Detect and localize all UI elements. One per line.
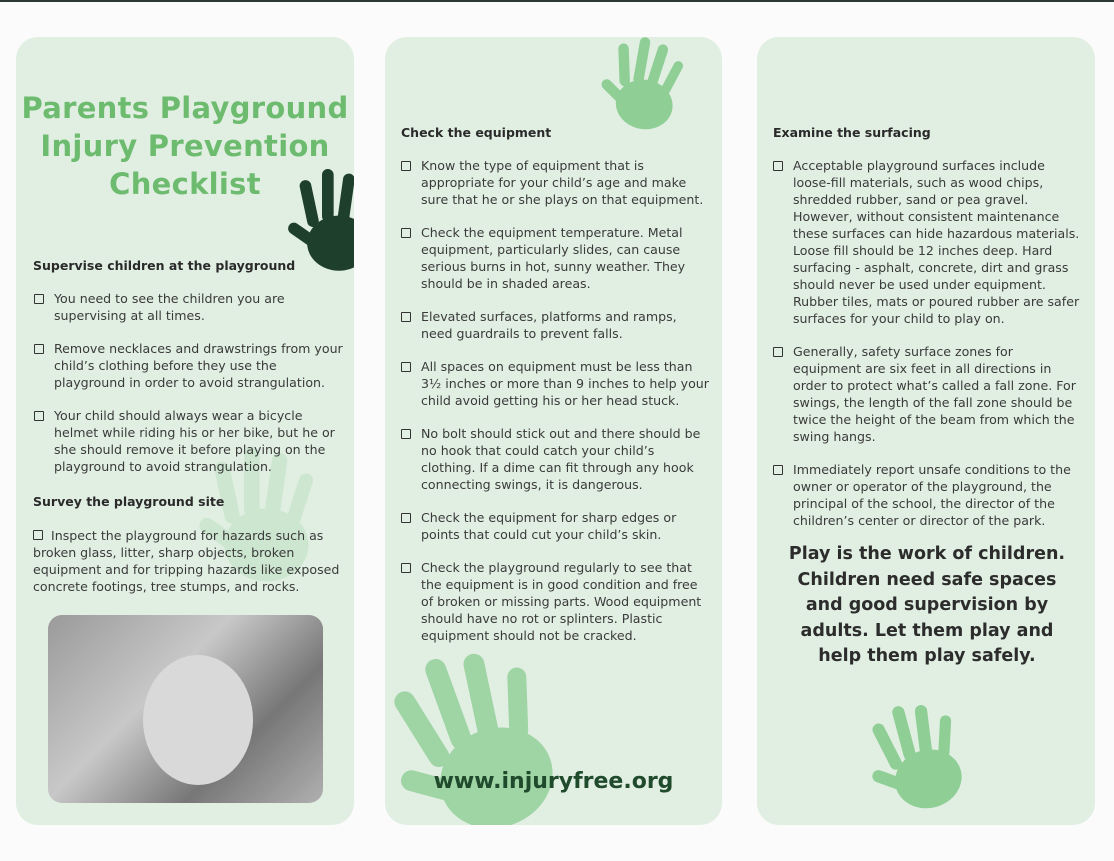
supervise-list [32,290,347,491]
checklist-item[interactable] [399,425,709,493]
website-link[interactable]: www.injuryfree.org [433,769,674,794]
item-text: Acceptable playground surfaces include loose-fill materials, such as wood chips, shredded rubber, sand or pea gravel. However, without consistent maintenance these surfaces can hide hazardous materials. Loose fill should be 12 inches deep. Hard surfacing - asphalt, concrete, dirt and grass should never be used under equipment. Rubber tiles, mats or poured rubber are safer surfaces for your child to play on. [793,158,1080,326]
checkbox-icon [401,312,411,322]
panel-right [757,37,1095,825]
checklist-item[interactable] [399,224,709,292]
section-heading: Supervise children at the playground [33,258,296,273]
panel-left [16,37,354,825]
item-text: Generally, safety surface zones for equipment are six feet in all directions in order to protect what’s called a fall zone. For swings, the length of the fall zone should be twice the height of the beam from which the swing hangs. [793,344,1076,444]
section-heading: Check the equipment [401,125,552,140]
item-text: You need to see the children you are supervising at all times. [54,291,285,323]
handprint-dark-icon [286,167,354,277]
panel-middle [385,37,722,825]
item-text: Immediately report unsafe conditions to the owner or operator of the playground, the principal of the school, the director of the children’s center or director of the park. [793,462,1071,528]
title-line: Injury Prevention [40,129,330,163]
child-photo [48,615,323,803]
child-face [143,655,253,785]
closing-quote: Play is the work of children. Children need safe spaces and good supervision by adults. Let them play and help them play safely. [788,544,1066,666]
item-text: All spaces on equipment must be less than 3½ inches or more than 9 inches to help your child avoid getting his or her head stuck. [421,359,709,408]
checkbox-icon [401,563,411,573]
checklist-item[interactable] [399,358,709,409]
checklist-item[interactable] [32,407,347,475]
checkbox-icon [401,513,411,523]
checklist-item[interactable] [771,343,1083,445]
checkbox-icon [34,294,44,304]
item-text: Check the playground regularly to see that the equipment is in good condition and free of broken or missing parts. Wood equipment should have no rot or splinters. Plastic equipment should not be cracked. [421,560,702,643]
item-text: Check the equipment temperature. Metal equipment, particularly slides, can cause serious burns in hot, sunny weather. They should be in shaded areas. [421,225,686,291]
checklist-item[interactable] [399,559,709,644]
checklist-item[interactable] [771,461,1083,529]
checklist-item[interactable] [32,340,347,391]
item-text: Inspect the playground for hazards such as broken glass, litter, sharp objects, broken equipment and for tripping hazards like exposed concrete footings, tree stumps, and rocks. [33,528,340,594]
top-border [0,0,1114,2]
handprint-icon [576,37,706,141]
item-text: Elevated surfaces, platforms and ramps, need guardrails to prevent falls. [421,309,677,341]
surfacing-list [771,157,1083,545]
checkbox-icon [34,411,44,421]
checkbox-icon [33,530,43,540]
checkbox-icon [401,161,411,171]
checklist-item[interactable] [33,527,348,595]
item-text: Your child should always wear a bicycle helmet while riding his or her bike, but he or she should remove it before playing on the playground to avoid strangulation. [54,408,335,474]
checkbox-icon [773,465,783,475]
checkbox-icon [773,347,783,357]
checklist-item[interactable] [399,509,709,543]
item-text: Know the type of equipment that is appropriate for your child’s age and make sure that he or she plays on that equipment. [421,158,704,207]
title-line: Checklist [109,167,261,201]
section-heading: Survey the playground site [33,494,225,509]
checkbox-icon [401,362,411,372]
checklist-item[interactable] [399,308,709,342]
equipment-list [399,157,709,660]
item-text: No bolt should stick out and there should be no hook that could catch your child’s clothing. If a dime can fit through any hook connecting swings, it is dangerous. [421,426,701,492]
checklist-item[interactable] [771,157,1083,327]
checklist-item[interactable] [32,290,347,324]
checklist-item[interactable] [399,157,709,208]
section-heading: Examine the surfacing [773,125,931,140]
item-text: Remove necklaces and drawstrings from your child’s clothing before they use the playground in order to avoid strangulation. [54,341,343,390]
checkbox-icon [401,228,411,238]
checkbox-icon [34,344,44,354]
checkbox-icon [401,429,411,439]
item-text: Check the equipment for sharp edges or points that could cut your child’s skin. [421,510,677,542]
checkbox-icon [773,161,783,171]
handprint-icon [854,692,976,825]
title-line: Parents Playground [21,91,349,125]
